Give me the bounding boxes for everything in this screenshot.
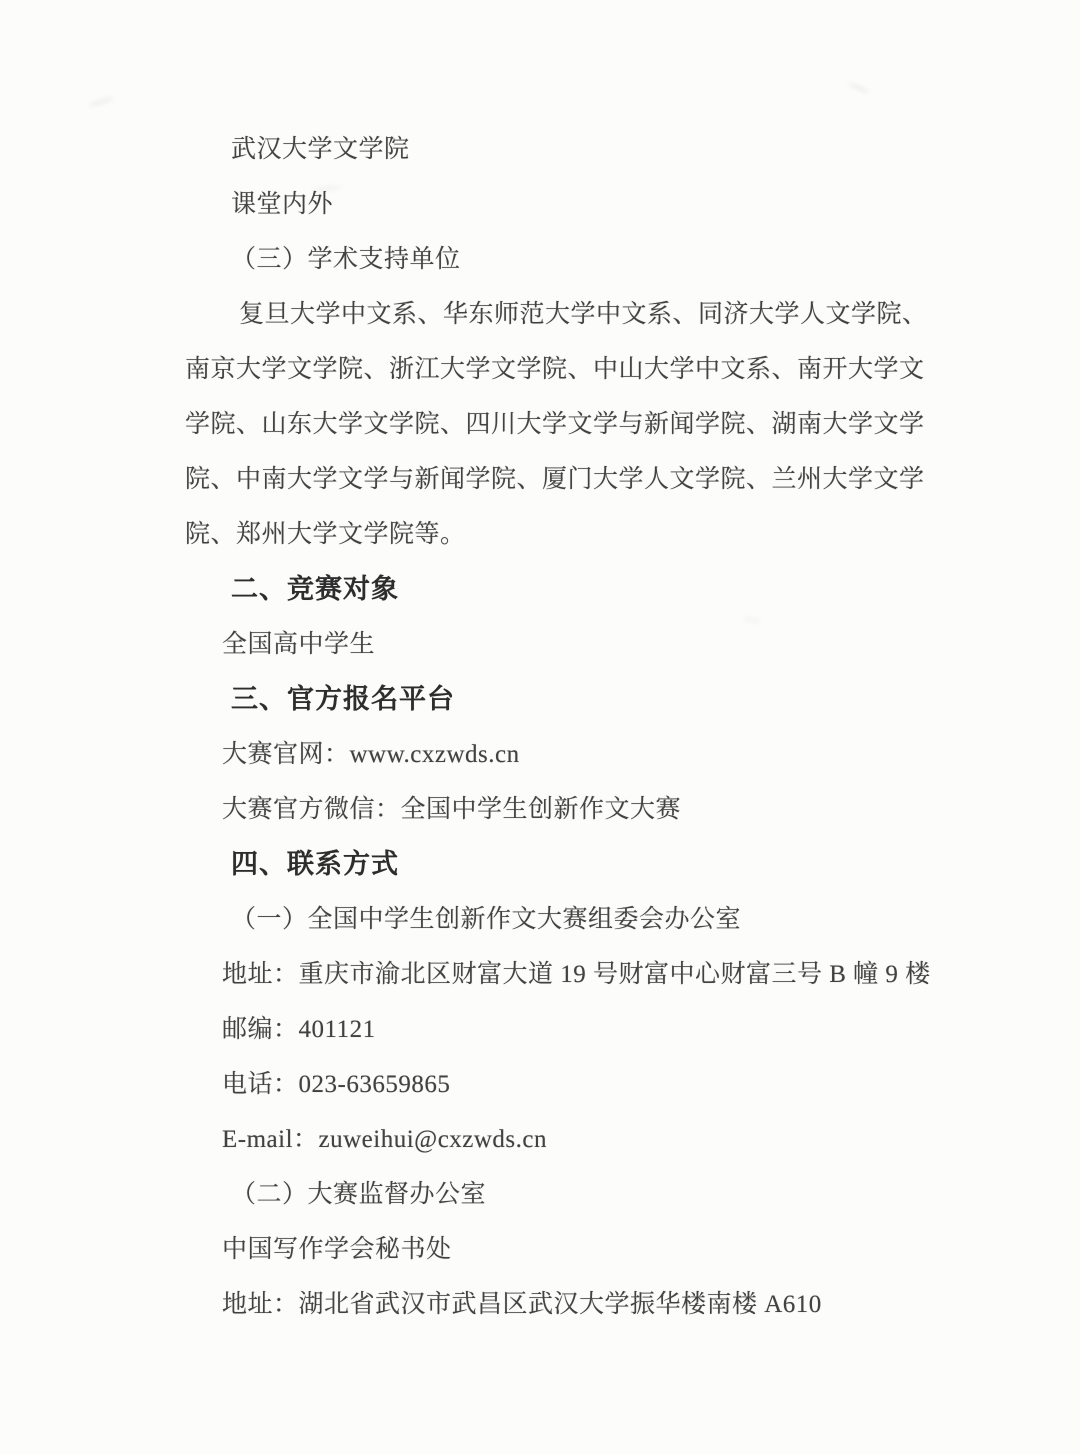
subheading-academic-support: （三）学术支持单位 — [231, 246, 461, 273]
office1-email-line: E-mail：zuweihui@cxzwds.cn — [222, 1126, 548, 1153]
academic-support-body-line: 复旦大学中文系、华东师范大学中文系、同济大学人文学院、 — [239, 301, 928, 328]
office1-address-line: 地址：重庆市渝北区财富大道 19 号财富中心财富三号 B 幢 9 楼 — [222, 961, 931, 988]
host-unit-line: 武汉大学文学院 — [231, 136, 410, 163]
office1-phone-line: 电话：023-63659865 — [222, 1071, 451, 1098]
scan-artifact — [88, 96, 114, 108]
heading-section-2-competition-target: 二、竞赛对象 — [231, 574, 399, 604]
heading-section-4-contact-info: 四、联系方式 — [231, 849, 399, 879]
academic-support-body-line: 南京大学文学院、浙江大学文学院、中山大学中文系、南开大学文 — [185, 356, 925, 383]
office2-title-line: （二）大赛监督办公室 — [231, 1181, 487, 1208]
office2-address-line: 地址：湖北省武汉市武昌区武汉大学振华楼南楼 A610 — [222, 1291, 822, 1318]
academic-support-body-line: 院、郑州大学文学院等。 — [185, 521, 466, 548]
official-wechat-line: 大赛官方微信：全国中学生创新作文大赛 — [222, 796, 682, 823]
host-unit-line: 课堂内外 — [231, 191, 334, 218]
academic-support-body-line: 院、中南大学文学与新闻学院、厦门大学人文学院、兰州大学文学 — [185, 466, 925, 493]
scan-artifact — [848, 82, 870, 95]
official-website-line: 大赛官网：www.cxzwds.cn — [222, 741, 520, 768]
heading-section-3-registration-platform: 三、官方报名平台 — [231, 684, 455, 714]
office1-title-line: （一）全国中学生创新作文大赛组委会办公室 — [231, 906, 742, 933]
office1-postcode-line: 邮编：401121 — [222, 1016, 376, 1043]
academic-support-body-line: 学院、山东大学文学院、四川大学文学与新闻学院、湖南大学文学 — [185, 411, 925, 438]
document-content — [185, 122, 930, 1332]
office2-org-line: 中国写作学会秘书处 — [222, 1236, 452, 1263]
competition-target-line: 全国高中学生 — [222, 631, 376, 658]
